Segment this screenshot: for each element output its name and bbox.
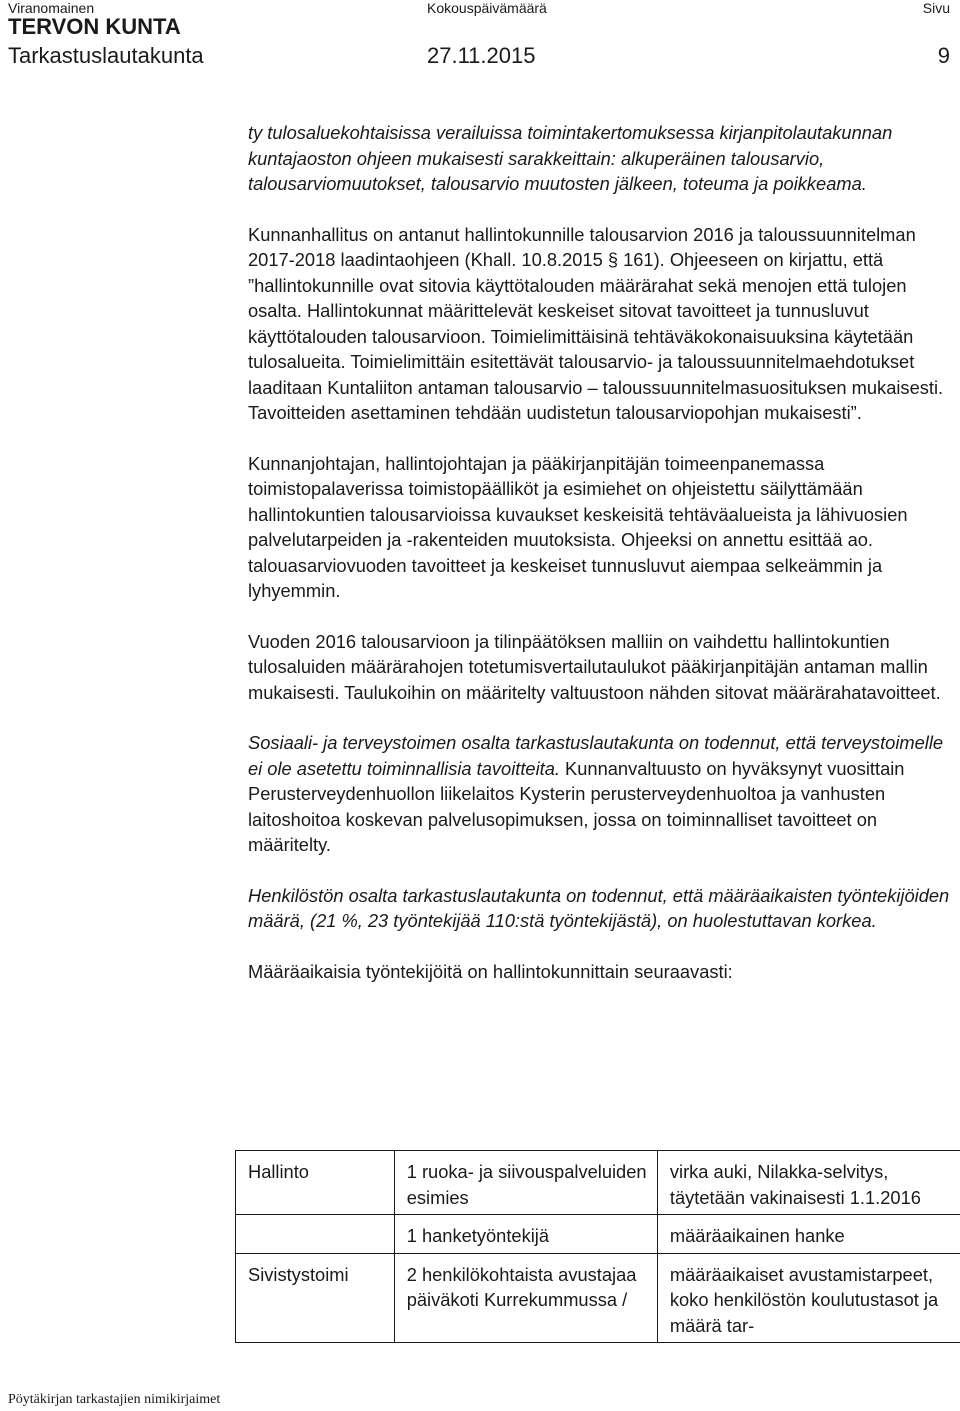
footer-initials-label: Pöytäkirjan tarkastajien nimikirjaimet — [8, 1392, 221, 1407]
department-name: Tarkastuslautakunta — [8, 43, 204, 68]
table-cell-position: 2 henkilökohtaista avustajaa päiväkoti Kurrekummussa / — [394, 1253, 657, 1343]
paragraph-1: ty tulosaluekohtaisissa verailuissa toimintakertomuksessa kirjanpitolautakunnan kuntajaoston ohjeen mukaisesti sarakkeittain: alkuperäinen talousarvio, talousarviomuutokset, talousarvio muutosten jälkeen, toteuma ja poikkeama. — [248, 122, 893, 194]
page-number: 9 — [937, 43, 950, 68]
table-row — [236, 1151, 960, 1215]
paragraph-5-italic: Sosiaali- ja terveystoimen osalta tarkastuslautakunta on todennut, että terveystoimelle ei ole asetettu toiminnallisia tavoitteita. — [248, 732, 944, 779]
paragraph-3: Kunnanjohtajan, hallintojohtajan ja pääkirjanpitäjän toimeenpanemassa toimistopalaverissa toimistopäälliköt ja esimiehet on ohjeistettu säilyttämään hallintokuntien talousarvioissa kuvaukset keskeisitä tehtäväalueista ja lähivuosien palvelutarpeiden ja -rakenteiden muutoksista. Ohjeeksi on annettu esittää ao. talouasarviovuoden tavoitteet ja keskeiset tunnusluvut aiempaa selkeämmin ja lyhyemmin. — [248, 452, 908, 601]
paragraph-6: Henkilöstön osalta tarkastuslautakunta on todennut, että määräaikaisten työntekijöiden määrä, (21 %, 23 työntekijää 110:stä työntekijästä), on huolestuttavan korkea. — [248, 884, 950, 931]
page-label: Sivu — [922, 0, 950, 16]
table-cell-unit — [236, 1215, 395, 1254]
table-cell-note: määräaikaiset avustamistarpeet, koko henkilöstön koulutustasot ja määrä tar- — [657, 1253, 960, 1343]
table-cell-note: virka auki, Nilakka-selvitys, täytetään vakinaisesti 1.1.2016 — [657, 1151, 960, 1215]
paragraph-5 — [248, 730, 952, 858]
table-cell-unit: Sivistystoimi — [236, 1253, 395, 1343]
table-row — [236, 1253, 960, 1343]
body-text — [248, 120, 952, 1009]
paragraph-7: Määräaikaisia työntekijöitä on hallintokunnittain seuraavasti: — [248, 960, 733, 982]
paragraph-4: Vuoden 2016 talousarvioon ja tilinpäätöksen malliin on vaihdettu hallintokuntien tulosaluiden määrärahojen totetumisvertailutaulukot pääkirjanpitäjän antaman mallin mukaisesti. Taulukoihin on määritelty valtuustoon nähden sitovat määrärahatavoitteet. — [248, 630, 941, 703]
table-cell-note: määräaikainen hanke — [657, 1215, 960, 1254]
organization-name: TERVON KUNTA — [8, 14, 181, 39]
author-label: Viranomainen — [8, 0, 95, 16]
paragraph-2: Kunnanhallitus on antanut hallintokunnille talousarvion 2016 ja taloussuunnitelman 2017-2018 laadintaohjeen (Khall. 10.8.2015 § 161). Ohjeeseen on kirjattu, että ”hallintokunnille ovat sitovia käyttötalouden määrärahat sekä menojen että tulojen osalta. Hallintokunnat määrittelevät keskeiset sitovat tavoitteet ja tunnusluvut käyttötalouden talousarvioon. Toimielimittäisinä tehtäväkokonaisuuksina käytetään tulosalueita. Toimielimittäin esitettävät talousarvio- ja taloussuunnitelmaehdotukset laaditaan Kuntaliiton antaman talousarvio – taloussuunnitelmasuosituksen mukaisesti. Tavoitteiden asettaminen tehdään uudistetun talousarviopohjan mukaisesti”. — [248, 223, 944, 423]
date-label: Kokouspäivämäärä — [427, 0, 547, 16]
table-row — [236, 1215, 960, 1254]
table-cell-position: 1 ruoka- ja siivouspalveluiden esimies — [394, 1151, 657, 1215]
paragraph-5-rest: Kunnanvaltuusto on hyväksynyt vuosittain Perusterveydenhuollon liikelaitos Kysterin perusterveydenhuoltoa ja vanhusten laitoshoitoa koskevan palvelusopimuksen, jossa on toiminnalliset tavoitteet on määritelty. — [248, 757, 905, 855]
table-cell-position: 1 hanketyöntekijä — [394, 1215, 657, 1254]
table-cell-unit: Hallinto — [236, 1151, 395, 1215]
temporary-staff-table — [235, 1150, 960, 1343]
meeting-date: 27.11.2015 — [427, 43, 536, 68]
